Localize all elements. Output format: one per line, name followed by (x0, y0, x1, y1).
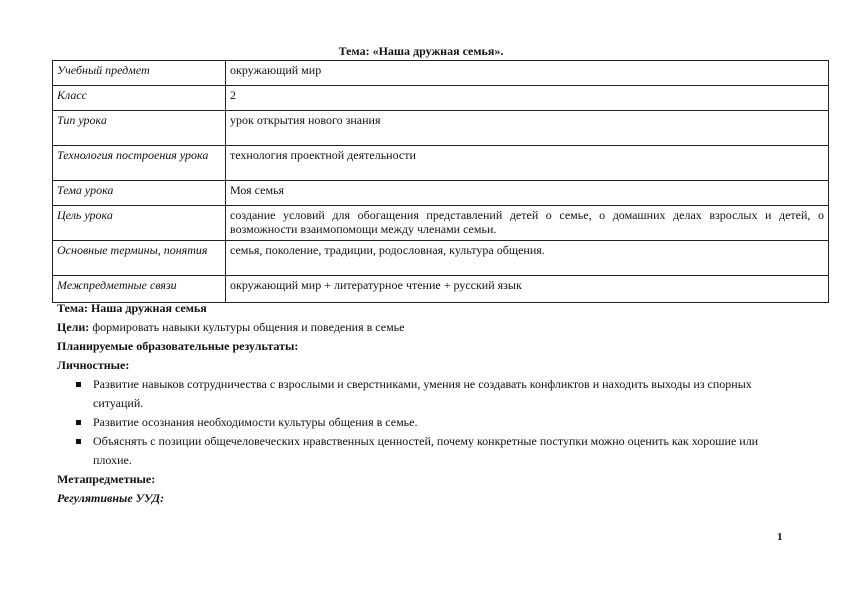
row-label: Тип урока (53, 111, 226, 146)
row-value: технология проектной деятельности (226, 146, 829, 181)
row-value: семья, поколение, традиции, родословная, культура общения. (226, 241, 829, 276)
table-row (53, 86, 829, 111)
bullet-icon (76, 439, 81, 444)
document-body (57, 299, 797, 508)
row-value: урок открытия нового знания (226, 111, 829, 146)
lesson-info-table (52, 60, 829, 303)
list-item-text: Развитие осознания необходимости культуры общения в семье. (93, 415, 418, 429)
table-row (53, 241, 829, 276)
goals-line (57, 318, 797, 337)
row-value: окружающий мир (226, 61, 829, 86)
table-row (53, 111, 829, 146)
row-value: создание условий для обогащения представлений детей о семье, о домашних делах взрослых и детей, о возможности взаимопомощи между членами семьи. (226, 206, 829, 241)
table-row (53, 146, 829, 181)
row-label: Тема урока (53, 181, 226, 206)
goals-label: Цели: (57, 320, 90, 334)
page-number: 1 (777, 531, 783, 543)
row-value: окружающий мир + литературное чтение + русский язык (226, 276, 829, 303)
table-row (53, 181, 829, 206)
list-item-text: Объяснять с позиции общечеловеческих нравственных ценностей, почему конкретные поступки можно оценить как хорошие или плохие. (93, 434, 759, 467)
table-row (53, 61, 829, 86)
table-row (53, 206, 829, 241)
regulatory-heading: Регулятивные УУД: (57, 491, 165, 505)
results-heading: Планируемые образовательные результаты: (57, 339, 299, 353)
list-item (57, 413, 797, 432)
row-label: Основные термины, понятия (53, 241, 226, 276)
list-item-text: Развитие навыков сотрудничества с взрослыми и сверстниками, умения не создавать конфликтов и находить выходы из спорных ситуаций. (93, 377, 752, 410)
personal-heading: Личностные: (57, 358, 130, 372)
row-label: Технология построения урока (53, 146, 226, 181)
bullet-icon (76, 382, 81, 387)
meta-heading: Метапредметные: (57, 472, 156, 486)
list-item (57, 432, 797, 470)
goals-text: формировать навыки культуры общения и поведения в семье (89, 320, 405, 334)
row-label: Класс (53, 86, 226, 111)
row-label: Цель урока (53, 206, 226, 241)
personal-results-list (57, 375, 797, 470)
row-value: 2 (226, 86, 829, 111)
row-value: Моя семья (226, 181, 829, 206)
row-label: Межпредметные связи (53, 276, 226, 303)
row-label: Учебный предмет (53, 61, 226, 86)
page-title: Тема: «Наша дружная семья». (338, 44, 504, 58)
bullet-icon (76, 420, 81, 425)
topic-line: Тема: Наша дружная семья (57, 301, 207, 315)
list-item (57, 375, 797, 413)
